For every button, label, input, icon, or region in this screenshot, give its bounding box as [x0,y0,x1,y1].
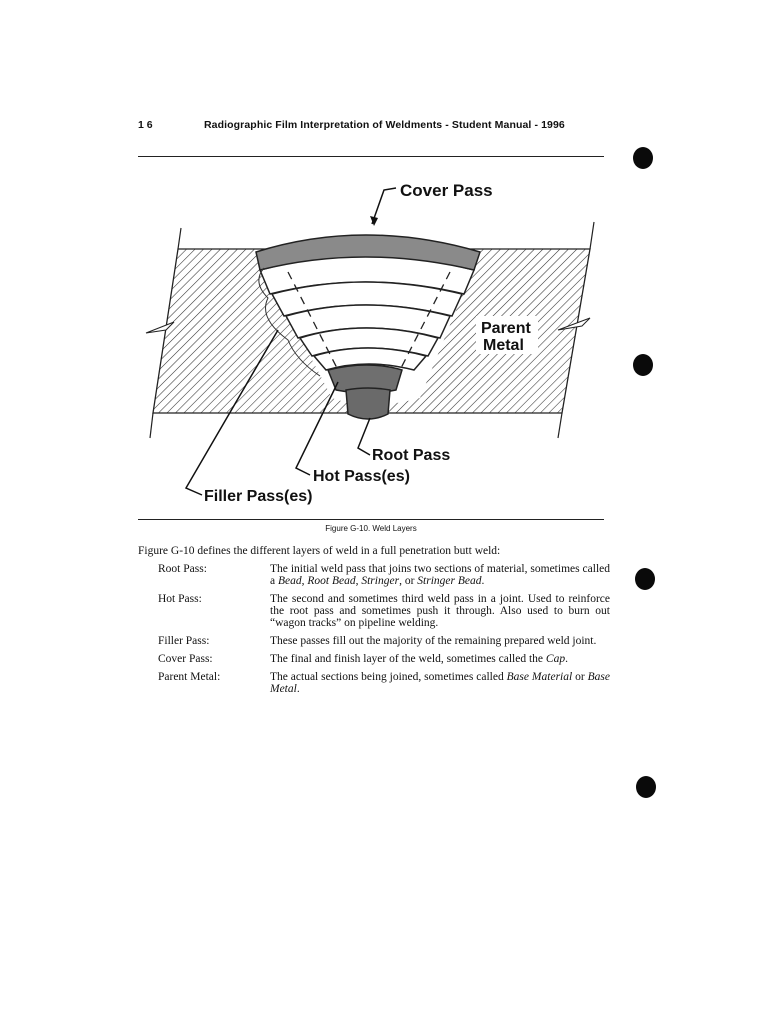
definition-filler-pass [158,635,610,647]
definition: The actual sections being joined, sometimes called Base Material or Base Metal. [270,671,610,695]
definition: The second and sometimes third weld pass in a joint. Used to reinforce the root pass and sometimes push it through. Also used to burn out “wagon tracks” on pipeline welding. [270,593,610,629]
term: Hot Pass: [158,593,202,605]
weld-layers-diagram [138,170,608,515]
binder-hole-4 [636,776,656,798]
term: Filler Pass: [158,635,210,647]
binder-hole-1 [633,147,653,169]
binder-hole-2 [633,354,653,376]
term: Cover Pass: [158,653,213,665]
cover-pass-label: Cover Pass [400,181,493,200]
running-title: Radiographic Film Interpretation of Weldments - Student Manual - 1996 [204,119,565,131]
definition-root-pass [158,563,610,587]
definition: The initial weld pass that joins two sections of material, sometimes called a Bead, Root Bead, Stringer, or Stringer Bead. [270,563,610,587]
term: Root Pass: [158,563,207,575]
definition-parent-metal [158,671,610,695]
definitions-list [158,563,610,701]
header-rule [138,156,604,157]
definition-cover-pass [158,653,610,665]
root-pass-label: Root Pass [372,447,451,464]
figure-caption: Figure G-10. Weld Layers [325,524,417,533]
hot-pass-label: Hot Pass(es) [313,468,410,485]
root-pass-leader [358,418,370,455]
parent-metal-label-line1: Parent [481,320,531,337]
root-pass [346,388,390,419]
intro-paragraph: Figure G-10 defines the different layers of weld in a full penetration butt weld: [138,545,501,557]
filler-pass-label: Filler Pass(es) [204,488,313,505]
definition: These passes fill out the majority of the remaining prepared weld joint. [270,635,597,647]
parent-metal-label-line2: Metal [483,337,524,354]
page-header [138,119,604,131]
term: Parent Metal: [158,671,221,683]
page-number: 1 6 [138,119,153,131]
definition: The final and finish layer of the weld, sometimes called the Cap. [270,653,568,665]
binder-hole-3 [635,568,655,590]
figure-rule [138,519,604,520]
definition-hot-pass [158,593,610,629]
